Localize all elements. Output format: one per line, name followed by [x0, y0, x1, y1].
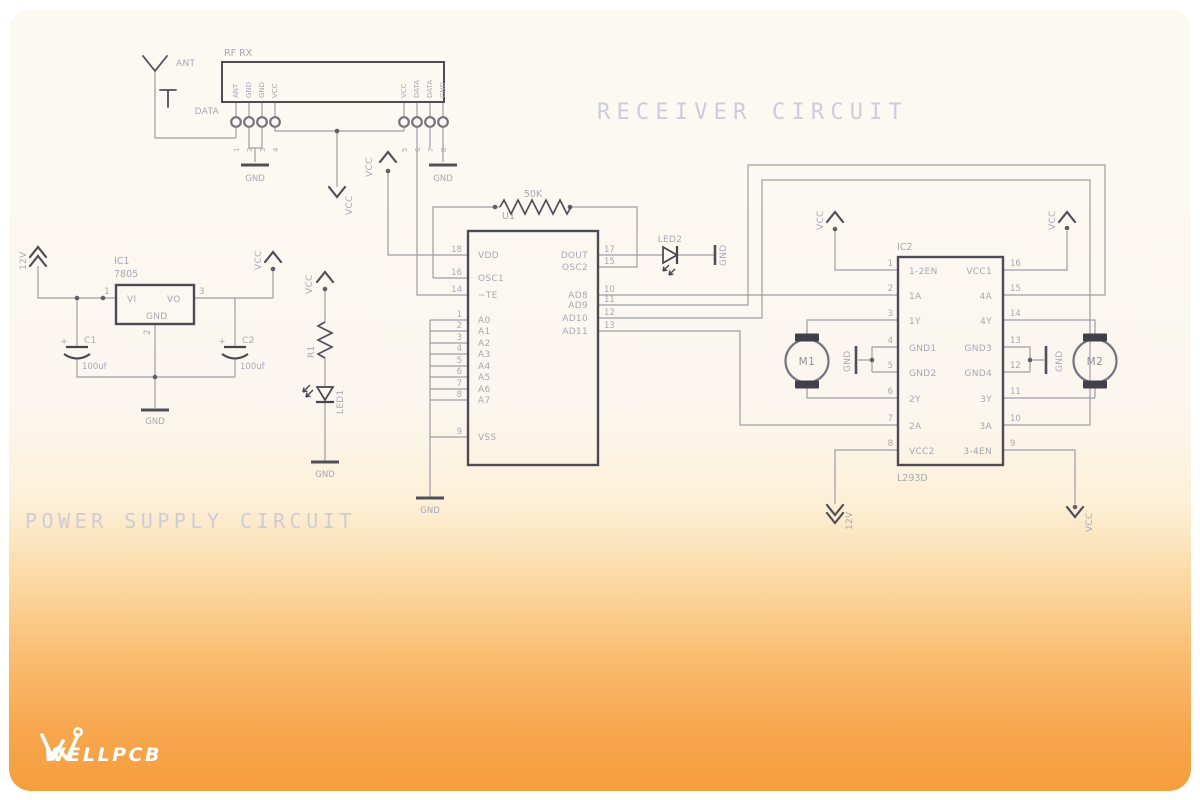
- gnd-label: GND: [433, 174, 453, 184]
- vcc-arrow-up: [816, 210, 843, 230]
- svg-text:7: 7: [427, 147, 435, 152]
- ic2-left-pin-labels: [909, 267, 938, 457]
- svg-text:A0: A0: [478, 316, 491, 326]
- svg-text:15: 15: [604, 257, 615, 267]
- svg-text:VCC: VCC: [365, 157, 375, 177]
- svg-text:C1: C1: [84, 336, 97, 346]
- svg-text:VCC: VCC: [1048, 210, 1058, 230]
- svg-text:GND: GND: [146, 312, 168, 322]
- ic2-left-pin-numbers: [888, 259, 893, 449]
- rf-rx-pads: [231, 117, 448, 127]
- svg-text:3-4EN: 3-4EN: [963, 447, 992, 457]
- receiver-circuit-title: RECEIVER CIRCUIT: [597, 100, 909, 125]
- svg-text:AD9: AD9: [568, 301, 588, 311]
- svg-text:~TE: ~TE: [478, 291, 498, 301]
- svg-text:9: 9: [1010, 439, 1016, 449]
- svg-text:5: 5: [456, 356, 462, 366]
- antenna-label: ANT: [176, 59, 196, 69]
- svg-text:12: 12: [1010, 361, 1021, 371]
- schematic-canvas: [9, 9, 1191, 791]
- svg-text:VCC: VCC: [305, 274, 315, 294]
- ic1-refdes: IC1: [114, 256, 130, 267]
- capacitor-c1: [60, 336, 107, 372]
- rf-rx-data-label: DATA: [194, 107, 219, 117]
- svg-text:VCC1: VCC1: [966, 267, 992, 277]
- svg-text:14: 14: [451, 285, 462, 295]
- svg-text:50K: 50K: [523, 189, 543, 200]
- svg-text:2Y: 2Y: [909, 395, 921, 405]
- led2-label: LED2: [657, 235, 683, 245]
- svg-text:C2: C2: [242, 336, 255, 346]
- svg-text:AD8: AD8: [568, 291, 588, 301]
- svg-text:3: 3: [259, 147, 267, 152]
- svg-text:A4: A4: [478, 362, 491, 372]
- svg-text:2: 2: [887, 284, 893, 294]
- u1-right-pin-labels: [561, 251, 589, 337]
- svg-text:5: 5: [401, 147, 409, 152]
- svg-text:2A: 2A: [909, 422, 922, 432]
- motor-m2: [1074, 334, 1117, 389]
- vcc-arrow-up: [1048, 210, 1075, 230]
- svg-text:VCC: VCC: [254, 250, 264, 270]
- svg-text:ANT: ANT: [232, 83, 240, 98]
- svg-text:8: 8: [887, 439, 893, 449]
- svg-text:DOUT: DOUT: [560, 251, 588, 261]
- gnd-label: GND: [145, 417, 165, 427]
- svg-text:4: 4: [456, 344, 462, 354]
- brand-logo: [36, 722, 296, 782]
- svg-text:3: 3: [199, 287, 205, 297]
- svg-text:A7: A7: [478, 396, 491, 406]
- svg-text:A3: A3: [478, 350, 491, 360]
- svg-text:AD11: AD11: [562, 327, 588, 337]
- vcc-arrow-down: [1067, 507, 1095, 532]
- svg-text:4: 4: [272, 147, 280, 152]
- svg-text:8: 8: [456, 390, 462, 400]
- svg-text:VSS: VSS: [478, 433, 497, 443]
- svg-text:GND2: GND2: [909, 369, 937, 379]
- svg-text:VDD: VDD: [478, 251, 499, 261]
- ic2-driver: [888, 242, 1021, 484]
- svg-text:A6: A6: [478, 385, 491, 395]
- svg-text:16: 16: [1010, 259, 1021, 269]
- svg-text:13: 13: [1010, 336, 1021, 346]
- ic2-refdes: IC2: [897, 242, 913, 253]
- vcc-arrow-up: [365, 152, 396, 177]
- svg-text:3A: 3A: [979, 422, 992, 432]
- svg-text:VCC: VCC: [345, 195, 355, 215]
- svg-text:OSC1: OSC1: [478, 274, 505, 284]
- svg-text:GND: GND: [1055, 350, 1065, 372]
- svg-text:1A: 1A: [909, 292, 922, 302]
- svg-text:10: 10: [604, 285, 615, 295]
- motor-m1: [786, 334, 829, 389]
- svg-text:100uf: 100uf: [82, 362, 107, 372]
- svg-text:DATA: DATA: [413, 79, 421, 98]
- ic1-regulator: [104, 256, 204, 335]
- svg-text:9: 9: [456, 427, 462, 437]
- svg-text:3: 3: [456, 333, 462, 343]
- rf-rx-label: RF RX: [224, 48, 253, 59]
- u1-decoder: [416, 189, 615, 516]
- brand-name: WELLPCB: [44, 744, 163, 766]
- svg-text:6: 6: [414, 147, 422, 152]
- svg-text:VO: VO: [167, 295, 181, 305]
- svg-text:OSC2: OSC2: [561, 263, 588, 273]
- svg-text:4: 4: [887, 336, 893, 346]
- svg-text:2: 2: [456, 321, 462, 331]
- svg-text:15: 15: [1010, 284, 1021, 294]
- svg-text:GND: GND: [258, 81, 266, 98]
- rail-12v: [19, 247, 46, 270]
- svg-text:GND3: GND3: [964, 344, 992, 354]
- capacitor-c2: [218, 336, 265, 372]
- svg-text:6: 6: [456, 367, 462, 377]
- gnd-label: GND: [245, 174, 265, 184]
- svg-text:1Y: 1Y: [909, 317, 921, 327]
- rf-rx-wires: [155, 72, 637, 295]
- rf-rx-module: [195, 48, 457, 184]
- power-supply-circuit-title: POWER SUPPLY CIRCUIT: [25, 509, 356, 533]
- ic2-part: L293D: [897, 473, 928, 484]
- svg-text:VCC: VCC: [271, 83, 279, 98]
- vcc-arrow-up: [254, 250, 281, 270]
- svg-text:GND: GND: [843, 350, 853, 372]
- svg-text:7: 7: [456, 379, 462, 389]
- svg-text:11: 11: [1010, 387, 1021, 397]
- wellpcb-mark-icon: [36, 722, 88, 766]
- svg-text:12V: 12V: [845, 511, 855, 530]
- svg-text:1-2EN: 1-2EN: [909, 267, 938, 277]
- rf-rx-pin-numbers: [233, 147, 448, 152]
- vcc-arrow-up: [317, 272, 333, 282]
- svg-text:3Y: 3Y: [980, 395, 992, 405]
- svg-text:1: 1: [233, 147, 241, 152]
- svg-text:18: 18: [451, 245, 462, 255]
- svg-text:R1: R1: [307, 345, 317, 358]
- ic2-right-pin-labels: [963, 267, 992, 457]
- svg-text:GND: GND: [439, 81, 447, 98]
- svg-text:LED1: LED1: [336, 389, 346, 414]
- u1-refdes: U1: [502, 211, 515, 222]
- svg-text:A2: A2: [478, 339, 491, 349]
- svg-text:100uf: 100uf: [240, 362, 265, 372]
- svg-text:AD10: AD10: [562, 314, 588, 324]
- resistor-r1: [318, 322, 332, 358]
- gnd-bar: [1046, 346, 1065, 374]
- svg-text:VCC: VCC: [400, 83, 408, 98]
- svg-text:8: 8: [440, 147, 448, 152]
- svg-text:+: +: [60, 337, 68, 347]
- svg-text:GND1: GND1: [909, 344, 937, 354]
- svg-text:16: 16: [451, 268, 462, 278]
- svg-text:12: 12: [604, 308, 615, 318]
- svg-text:4Y: 4Y: [980, 317, 992, 327]
- rail-12v-down: [827, 505, 855, 530]
- svg-text:GND4: GND4: [964, 369, 992, 379]
- svg-text:GND: GND: [245, 81, 253, 98]
- gnd-label: GND: [719, 244, 729, 266]
- svg-text:2: 2: [246, 147, 254, 152]
- svg-text:1: 1: [887, 259, 893, 269]
- svg-text:7: 7: [887, 414, 893, 424]
- svg-text:11: 11: [604, 295, 615, 305]
- svg-text:VCC: VCC: [816, 210, 826, 230]
- svg-text:17: 17: [604, 245, 615, 255]
- svg-text:VCC: VCC: [1085, 512, 1095, 532]
- svg-text:M1: M1: [798, 356, 816, 368]
- u1-left-pin-labels: [478, 251, 504, 443]
- svg-text:+: +: [218, 337, 226, 347]
- svg-text:5: 5: [887, 361, 893, 371]
- svg-text:12V: 12V: [19, 251, 29, 270]
- svg-text:3: 3: [887, 309, 893, 319]
- svg-text:1: 1: [456, 310, 462, 320]
- svg-text:4A: 4A: [979, 292, 992, 302]
- gnd-label: GND: [420, 506, 440, 516]
- ic2-right-pin-numbers: [1010, 259, 1021, 449]
- vcc-arrow-down: [329, 187, 355, 215]
- antenna-icon: [143, 56, 176, 107]
- u1-left-pin-numbers: [451, 245, 462, 437]
- gnd-label: GND: [315, 470, 335, 480]
- ic1-part: 7805: [114, 269, 139, 280]
- svg-text:A5: A5: [478, 373, 491, 383]
- schematic-card: [9, 9, 1191, 791]
- svg-text:M2: M2: [1086, 356, 1104, 368]
- rf-rx-pin-labels: [232, 80, 447, 98]
- svg-text:6: 6: [887, 387, 893, 397]
- svg-text:VCC2: VCC2: [909, 447, 935, 457]
- svg-text:DATA: DATA: [426, 79, 434, 98]
- svg-text:2: 2: [143, 329, 153, 335]
- svg-text:10: 10: [1010, 414, 1021, 424]
- svg-text:13: 13: [604, 321, 615, 331]
- svg-text:14: 14: [1010, 309, 1021, 319]
- gnd-bar: [843, 346, 856, 374]
- svg-text:VI: VI: [127, 295, 137, 305]
- svg-text:A1: A1: [478, 327, 491, 337]
- svg-text:1: 1: [104, 287, 110, 297]
